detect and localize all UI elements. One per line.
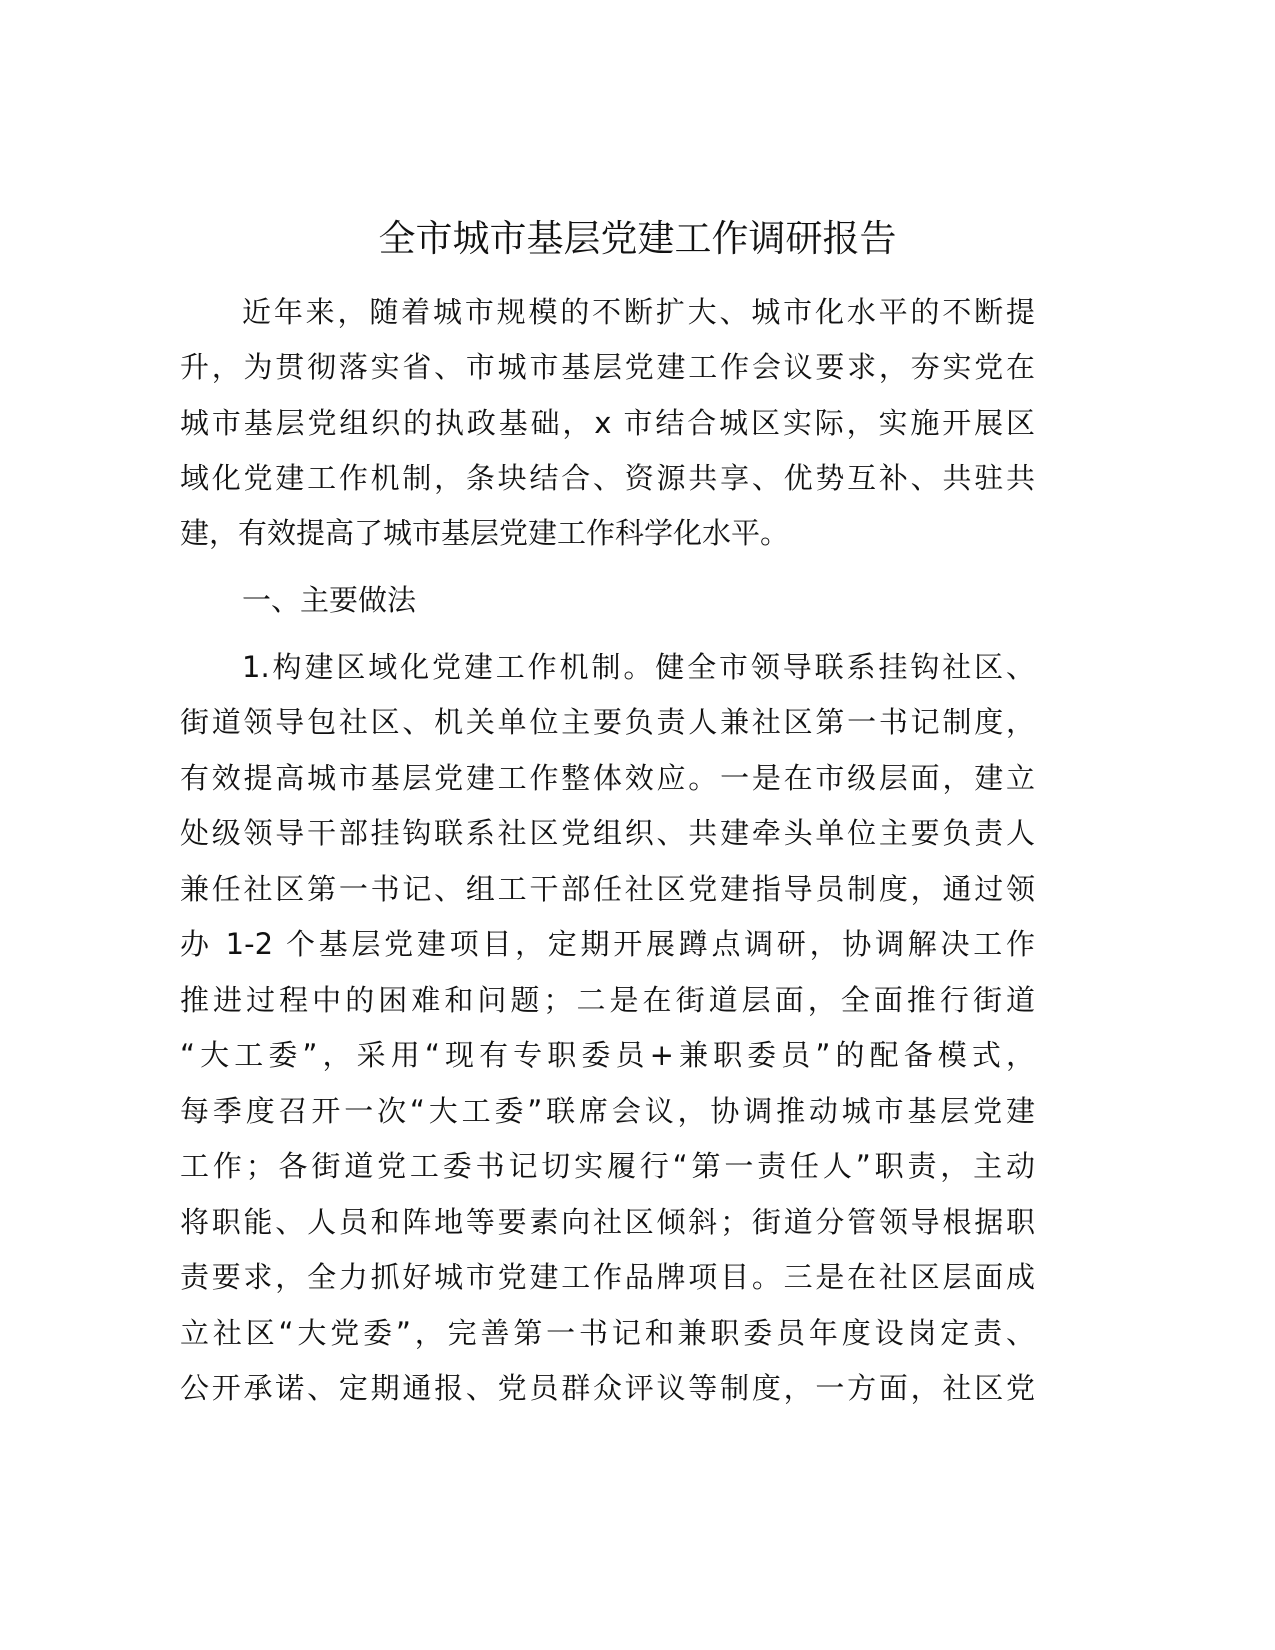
paragraph-line: 工作；各街道党工委书记切实履行“第一责任人”职责，主动 xyxy=(180,1149,1035,1183)
paragraph-line: 升，为贯彻落实省、市城市基层党建工作会议要求，夯实党在 xyxy=(180,350,1035,384)
document-title: 全市城市基层党建工作调研报告 xyxy=(378,217,897,260)
paragraph-line: 1.构建区域化党建工作机制。健全市领导联系挂钩社区、 xyxy=(242,650,1035,684)
paragraph-line: 处级领导干部挂钩联系社区党组织、共建牵头单位主要负责人 xyxy=(180,816,1035,850)
paragraph-line: 将职能、人员和阵地等要素向社区倾斜；街道分管领导根据职 xyxy=(180,1205,1035,1239)
paragraph-line: 城市基层党组织的执政基础，x 市结合城区实际，实施开展区 xyxy=(180,406,1035,440)
paragraph-line: “大工委”，采用“现有专职委员+兼职委员”的配备模式， xyxy=(180,1038,1035,1072)
paragraph-line: 街道领导包社区、机关单位主要负责人兼社区第一书记制度， xyxy=(180,705,1035,739)
paragraph-line: 近年来，随着城市规模的不断扩大、城市化水平的不断提 xyxy=(242,295,1035,329)
paragraph-line: 建，有效提高了城市基层党建工作科学化水平。 xyxy=(180,516,790,550)
paragraph-line: 办 1-2 个基层党建项目，定期开展蹲点调研，协调解决工作 xyxy=(180,927,1035,961)
paragraph-line: 立社区“大党委”，完善第一书记和兼职委员年度设岗定责、 xyxy=(180,1316,1035,1350)
paragraph-line: 每季度召开一次“大工委”联席会议，协调推动城市基层党建 xyxy=(180,1094,1035,1128)
paragraph-line: 兼任社区第一书记、组工干部任社区党建指导员制度，通过领 xyxy=(180,872,1035,906)
paragraph-line: 责要求，全力抓好城市党建工作品牌项目。三是在社区层面成 xyxy=(180,1260,1035,1294)
paragraph-line: 域化党建工作机制，条块结合、资源共享、优势互补、共驻共 xyxy=(180,461,1035,495)
paragraph-line: 有效提高城市基层党建工作整体效应。一是在市级层面，建立 xyxy=(180,761,1035,795)
section-heading: 一、主要做法 xyxy=(242,583,417,617)
paragraph-line: 推进过程中的困难和问题；二是在街道层面，全面推行街道 xyxy=(180,983,1035,1017)
paragraph-line: 公开承诺、定期通报、党员群众评议等制度，一方面，社区党 xyxy=(180,1371,1035,1405)
